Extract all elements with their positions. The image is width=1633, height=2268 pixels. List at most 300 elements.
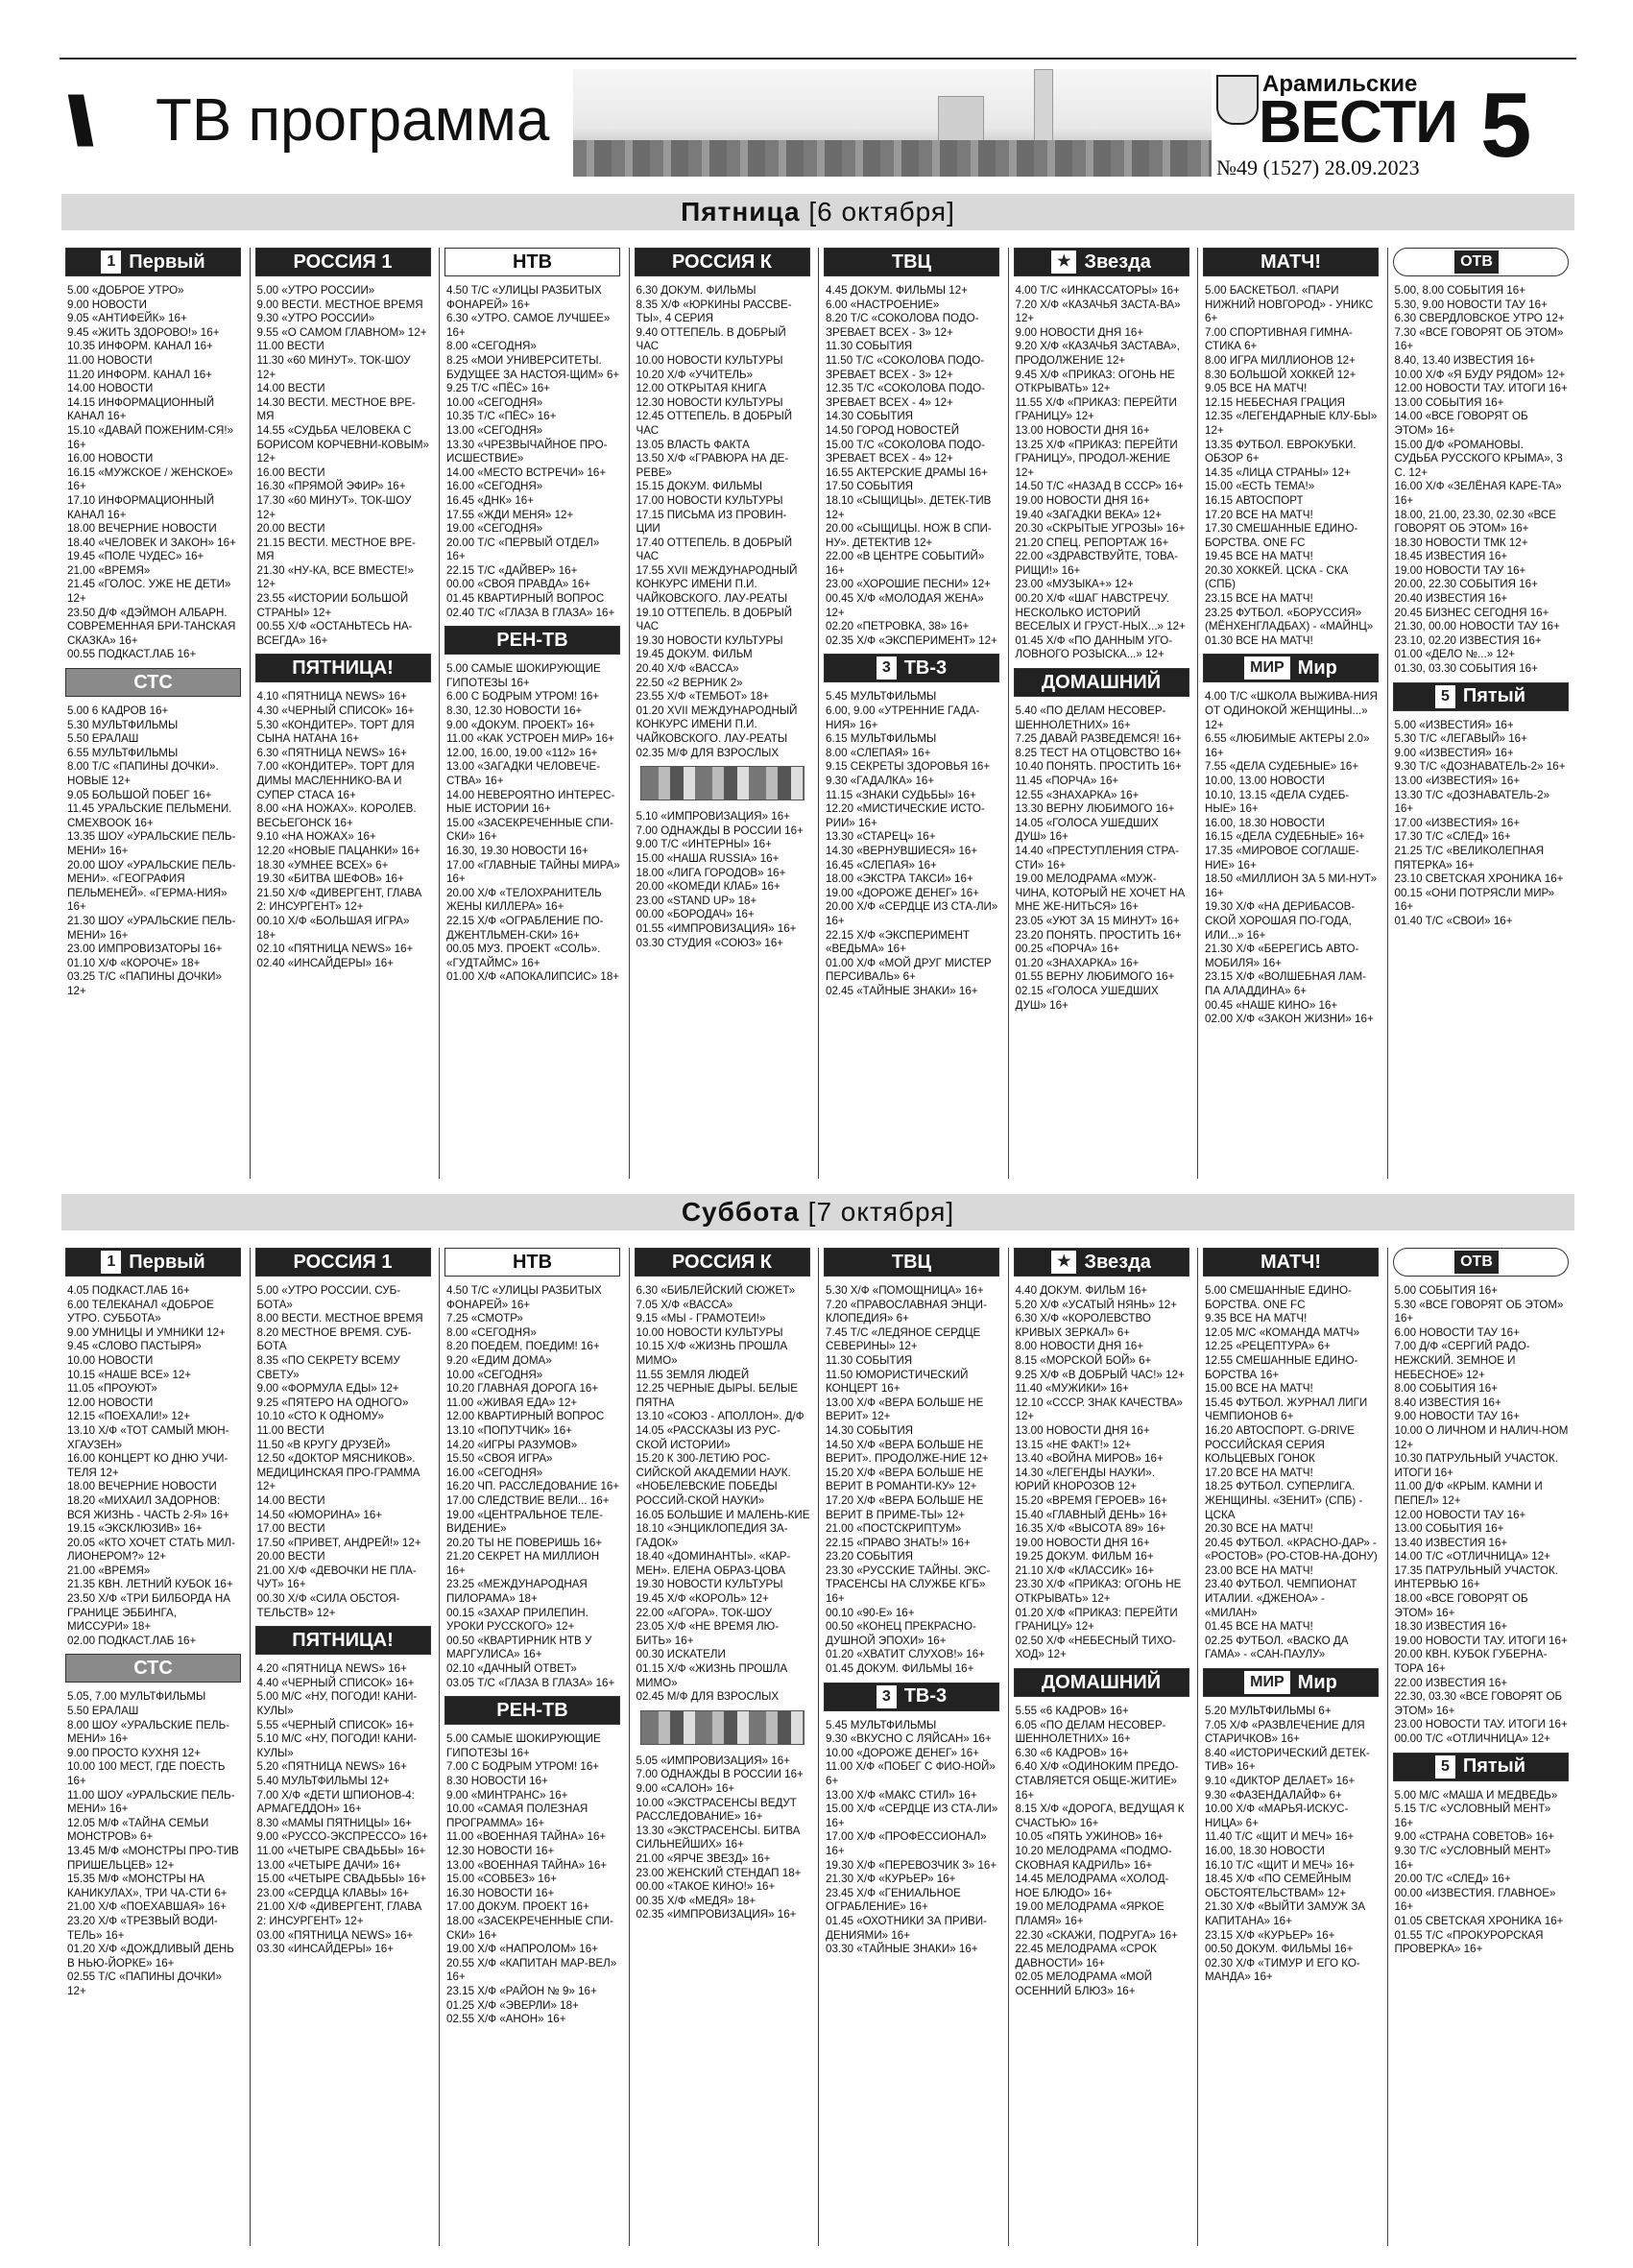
channel-header xyxy=(1393,248,1569,276)
program-item: 16.45 «ДНК» 16+ xyxy=(446,493,534,507)
program-list xyxy=(1012,1284,1191,1662)
channel-block xyxy=(1201,654,1381,1026)
channel-header xyxy=(65,248,241,276)
program-item: 20.05 «КТО ХОЧЕТ СТАТЬ МИЛ-ЛИОНЕРОМ?» 12+ xyxy=(67,1536,235,1564)
program-item: 02.10 «ПЯТНИЦА NEWS» 16+ xyxy=(256,943,414,956)
program-item: 10.10 «СТО К ОДНОМУ» xyxy=(256,1410,384,1423)
program-item: 15.20 «ВРЕМЯ ГЕРОЕВ» 16+ xyxy=(1015,1493,1167,1507)
program-item: 21.10 Х/Ф «КЛАССИК» 16+ xyxy=(1015,1564,1155,1577)
program-item: 6.05 «ПО ДЕЛАМ НЕСОВЕР-ШЕННОЛЕТНИХ» 16+ xyxy=(1015,1718,1166,1746)
program-item: 23.25 ФУТБОЛ. «БОРУССИЯ» (МЁНХЕНГЛАДБАХ) - «МАЙНЦ» xyxy=(1205,606,1374,633)
schedule-column xyxy=(253,248,433,1179)
program-item: 23.30 Х/Ф «ПРИКАЗ: ОГОНЬ НЕ ОТКРЫВАТЬ» 12+ xyxy=(1015,1578,1182,1606)
channel-block xyxy=(1201,248,1381,648)
program-list xyxy=(822,1284,1001,1677)
program-item: 16.00 «СЕГОДНЯ» xyxy=(446,480,543,493)
program-item: 00.45 «НАШЕ КИНО» 16+ xyxy=(1205,998,1338,1012)
program-item: 23.15 ВСЕ НА МАТЧ! xyxy=(1205,592,1313,606)
channel-header xyxy=(255,654,431,682)
saturday-schedule xyxy=(60,1248,1576,2246)
program-list xyxy=(63,704,243,998)
program-item: 16.05 БОЛЬШИЕ И МАЛЕНЬ-КИЕ xyxy=(636,1508,810,1521)
program-item: 6.55 МУЛЬТФИЛЬМЫ xyxy=(67,746,179,759)
program-item: 22.30, 03.30 «ВСЕ ГОВОРЯТ ОБ ЭТОМ» 16+ xyxy=(1394,1690,1563,1717)
program-list xyxy=(1201,1705,1381,1985)
channel-header xyxy=(824,248,999,276)
program-list xyxy=(1391,1284,1571,1747)
program-item: 11.00 ВЕСТИ xyxy=(256,340,324,353)
channel-name: РОССИЯ 1 xyxy=(293,251,393,273)
tv-program-page xyxy=(60,50,1576,2248)
program-item: 13.00 «ВОЕННАЯ ТАЙНА» 16+ xyxy=(446,1858,608,1872)
program-item: 19.00 НОВОСТИ ТАУ. ИТОГИ 16+ xyxy=(1394,1634,1568,1647)
program-item: 21.30 «НУ-КА, ВСЕ ВМЕСТЕ!» 12+ xyxy=(256,563,414,591)
program-item: 11.50 «В КРУГУ ДРУЗЕЙ» xyxy=(256,1438,391,1451)
program-item: 9.00 УМНИЦЫ И УМНИКИ 12+ xyxy=(67,1325,226,1339)
channel-header xyxy=(1014,1248,1189,1277)
program-item: 14.30 СОБЫТИЯ xyxy=(826,1423,914,1437)
channel-name: РОССИЯ К xyxy=(671,1251,773,1273)
program-item: 13.00 НОВОСТИ ДНЯ 16+ xyxy=(1015,423,1150,437)
program-item: 8.20 Т/С «СОКОЛОВА ПОДО-ЗРЕВАЕТ ВСЕХ - 3» 12+ xyxy=(826,312,979,339)
channel-header xyxy=(65,1248,241,1277)
program-item: 5.05, 7.00 МУЛЬТФИЛЬМЫ xyxy=(67,1690,206,1704)
program-item: 5.30 «КОНДИТЕР». ТОРТ ДЛЯ СЫНА НАТАНА 16+ xyxy=(256,718,415,746)
program-item: 12.05 М/Ф «ТАЙНА СЕМЬИ МОНСТРОВ» 6+ xyxy=(67,1816,209,1844)
program-item: 14.00 НОВОСТИ xyxy=(67,382,154,395)
program-item: 18.00 «ЗАСЕКРЕЧЕННЫЕ СПИ-СКИ» 16+ xyxy=(446,1914,613,1942)
program-item: 13.40 «ВОЙНА МИРОВ» 16+ xyxy=(1015,1452,1164,1466)
channel-logo-icon: 5 xyxy=(1435,1755,1455,1779)
program-item: 19.25 ДОКУМ. ФИЛЬМ 16+ xyxy=(1015,1550,1154,1564)
channel-logo-icon: ОТВ xyxy=(1454,1251,1499,1274)
program-item: 17.55 XVII МЕЖДУНАРОДНЫЙ КОНКУРС ИМЕНИ П.И. ЧАЙКОВСКОГО. ЛАУ-РЕАТЫ xyxy=(636,563,798,606)
program-item: 15.00 «ЗАСЕКРЕЧЕННЫЕ СПИ-СКИ» 16+ xyxy=(446,816,613,844)
channel-header xyxy=(255,1248,431,1277)
program-item: 14.30 «ЛЕГЕНДЫ НАУКИ». ЮРИЙ КНОРОЗОВ 12+ xyxy=(1015,1466,1155,1493)
program-item: 18.00 «ВСЕ ГОВОРЯТ ОБ ЭТОМ» 16+ xyxy=(1394,1592,1528,1619)
program-item: 21.30 ШОУ «УРАЛЬСКИЕ ПЕЛЬ-МЕНИ» 16+ xyxy=(67,914,236,942)
program-item: 9.00 «САЛОН» 16+ xyxy=(636,1782,735,1795)
program-item: 9.30 «ФАЗЕНДАЛАЙФ» 6+ xyxy=(1205,1788,1342,1802)
program-item: 20.40 Х/Ф «ВАССА» xyxy=(636,662,739,676)
top-rule xyxy=(60,58,1576,60)
program-item: 14.05 «РАССКАЗЫ ИЗ РУС-СКОЙ ИСТОРИИ» xyxy=(636,1423,780,1451)
program-item: 13.45 М/Ф «МОНСТРЫ ПРО-ТИВ ПРИШЕЛЬЦЕВ» 12+ xyxy=(67,1844,239,1872)
program-item: 8.15 «МОРСКОЙ БОЙ» 6+ xyxy=(1015,1353,1152,1367)
program-item: 6.40 Х/Ф «ОДИНОКИМ ПРЕДО-СТАВЛЯЕТСЯ ОБЩЕ-ЖИТИЕ» 16+ xyxy=(1015,1760,1179,1802)
program-item: 8.00 «СЕГОДНЯ» xyxy=(446,340,537,353)
program-item: 12.20 «МИСТИЧЕСКИЕ ИСТО-РИИ» 16+ xyxy=(826,802,985,829)
program-item: 11.55 ЗЕМЛЯ ЛЮДЕЙ xyxy=(636,1368,750,1381)
program-item: 19.10 ОТТЕПЕЛЬ. В ДОБРЫЙ ЧАС xyxy=(636,606,793,633)
program-item: 9.00 «ФОРМУЛА ЕДЫ» 12+ xyxy=(256,1382,399,1396)
program-item: 13.35 ШОУ «УРАЛЬСКИЕ ПЕЛЬ-МЕНИ» 16+ xyxy=(67,830,236,857)
program-item: 00.20 Х/Ф «ШАГ НАВСТРЕЧУ. НЕСКОЛЬКО ИСТОРИЙ ВЕСЕЛЫХ И ГРУСТ-НЫХ...» 12+ xyxy=(1015,592,1186,633)
program-item: 23.55 Х/Ф «ТЕМБОТ» 18+ xyxy=(636,690,770,704)
program-item: 00.05 МУЗ. ПРОЕКТ «СОЛЬ». «ГУДТАЙМС» 16+ xyxy=(446,943,601,969)
channel-name: Пятый xyxy=(1462,1755,1526,1778)
channel-header xyxy=(1203,248,1379,276)
program-item: 8.40 «ИСТОРИЧЕСКИЙ ДЕТЕК-ТИВ» 16+ xyxy=(1205,1746,1370,1774)
program-item: 10.00 О ЛИЧНОМ И НАЛИЧ-НОМ 12+ xyxy=(1394,1423,1569,1451)
program-item: 16.15 «МУЖСКОЕ / ЖЕНСКОЕ» 16+ xyxy=(67,466,233,493)
program-item: 20.00 ВЕСТИ xyxy=(256,1550,325,1564)
program-item: 01.15 Х/Ф «ЖИЗНЬ ПРОШЛА МИМО» xyxy=(636,1662,788,1689)
program-item: 9.45 «ЖИТЬ ЗДОРОВО!» 16+ xyxy=(67,325,220,339)
program-item: 19.45 Х/Ф «КОРОЛЬ» 12+ xyxy=(636,1592,769,1606)
program-item: 10.00 «СЕГОДНЯ» xyxy=(446,1368,543,1381)
program-item: 9.45 «СЛОВО ПАСТЫРЯ» xyxy=(67,1340,202,1353)
program-item: 10.00 100 МЕСТ, ГДЕ ПОЕСТЬ 16+ xyxy=(67,1760,226,1787)
program-item: 02.45 М/Ф ДЛЯ ВЗРОСЛЫХ xyxy=(636,1690,780,1704)
program-item: 6.30 «ПЯТНИЦА NEWS» 16+ xyxy=(256,746,407,759)
program-item: 19.00 НОВОСТИ ДНЯ 16+ xyxy=(1015,1536,1150,1549)
program-item: 7.20 «ПРАВОСЛАВНАЯ ЭНЦИ-КЛОПЕДИЯ» 6+ xyxy=(826,1298,987,1325)
program-item: 12.05 М/С «КОМАНДА МАТЧ» xyxy=(1205,1325,1360,1339)
program-item: 5.00 «ДОБРОЕ УТРО» xyxy=(67,284,184,297)
program-item: 8.00 «СЕГОДНЯ» xyxy=(446,1325,537,1339)
channel-header xyxy=(1014,1668,1189,1697)
program-item: 16.15 АВТОСПОРТ xyxy=(1205,493,1304,507)
program-item: 18.10 «ЭНЦИКЛОПЕДИЯ ЗА-ГАДОК» xyxy=(636,1522,788,1549)
program-item: 12.30 НОВОСТИ КУЛЬТУРЫ xyxy=(636,395,783,409)
schedule-column xyxy=(443,248,622,1179)
program-list xyxy=(63,1690,243,1998)
channel-name: СТС xyxy=(133,1657,173,1679)
program-item: 4.00 Т/С «ШКОЛА ВЫЖИВА-НИЯ ОТ ОДИНОКОЙ ЖЕНЩИНЫ...» 12+ xyxy=(1205,690,1378,731)
program-item: 12.00 КВАРТИРНЫЙ ВОПРОС xyxy=(446,1410,605,1423)
program-item: 8.20 МЕСТНОЕ ВРЕМЯ. СУБ-БОТА xyxy=(256,1325,412,1353)
program-item: 12.30 НОВОСТИ 16+ xyxy=(446,1844,555,1857)
program-item: 9.00 ВЕСТИ. МЕСТНОЕ ВРЕМЯ xyxy=(256,298,423,311)
program-item: 9.00 «МИНТРАНС» 16+ xyxy=(446,1788,568,1802)
channel-block xyxy=(63,1248,243,1648)
program-item: 18.45 ИЗВЕСТИЯ 16+ xyxy=(1394,550,1508,563)
program-item: 9.05 «АНТИФЕЙК» 16+ xyxy=(67,312,187,325)
program-item: 10.00 НОВОСТИ КУЛЬТУРЫ xyxy=(636,1325,783,1339)
program-item: 12.15 НЕБЕСНАЯ ГРАЦИЯ xyxy=(1205,395,1346,409)
program-item: 18.50 «МИЛЛИОН ЗА 5 МИ-НУТ» 16+ xyxy=(1205,872,1378,899)
program-item: 15.40 «ГЛАВНЫЙ ДЕНЬ» 16+ xyxy=(1015,1508,1167,1521)
channel-header xyxy=(65,1654,241,1683)
program-item: 01.45 ВСЕ НА МАТЧ! xyxy=(1205,1620,1313,1634)
column-divider xyxy=(439,1248,440,2246)
channel-block xyxy=(1012,668,1191,1013)
program-item: 4.50 Т/С «УЛИЦЫ РАЗБИТЫХ ФОНАРЕЙ» 16+ xyxy=(446,1284,602,1311)
program-item: 22.15 Х/Ф «ЭКСПЕРИМЕНТ «ВЕДЬМА» 16+ xyxy=(826,928,970,956)
program-item: 7.30 «ВСЕ ГОВОРЯТ ОБ ЭТОМ» 16+ xyxy=(1394,325,1564,353)
program-item: 16.00 НОВОСТИ xyxy=(67,452,154,466)
program-item: 22.00 «В ЦЕНТРЕ СОБЫТИЙ» 16+ xyxy=(826,550,985,577)
program-item: 7.05 Х/Ф «ВАССА» xyxy=(636,1298,733,1311)
program-item: 9.30 Т/С «УСЛОВНЫЙ МЕНТ» 16+ xyxy=(1394,1844,1551,1872)
program-item: 10.00, 13.00 НОВОСТИ xyxy=(1205,775,1325,787)
program-item: 02.35 М/Ф ДЛЯ ВЗРОСЛЫХ xyxy=(636,746,780,759)
program-item: 02.35 «ИМПРОВИЗАЦИЯ» 16+ xyxy=(636,1908,797,1922)
schedule-column xyxy=(443,1248,622,2246)
program-item: 19.00 НОВОСТИ ТАУ 16+ xyxy=(1394,563,1526,577)
program-item: 10.35 Т/С «ПЁС» 16+ xyxy=(446,410,557,423)
program-item: 17.00 «ГЛАВНЫЕ ТАЙНЫ МИРА» 16+ xyxy=(446,858,620,886)
program-item: 5.05 «ИМПРОВИЗАЦИЯ» 16+ xyxy=(636,1754,790,1767)
program-item: 18.30 ИЗВЕСТИЯ 16+ xyxy=(1394,1620,1508,1634)
program-item: 20.30 ВСЕ НА МАТЧ! xyxy=(1205,1522,1313,1536)
program-item: 11.50 ЮМОРИСТИЧЕСКИЙ КОНЦЕРТ 16+ xyxy=(826,1368,969,1396)
program-item: 23.05 Х/Ф «НЕ ВРЕМЯ ЛЮ-БИТЬ» 16+ xyxy=(636,1620,780,1647)
program-item: 18.20 «МИХАИЛ ЗАДОРНОВ: ВСЯ ЖИЗНЬ - ЧАСТЬ 2-Я» 16+ xyxy=(67,1493,229,1521)
program-item: 21.15 ВЕСТИ. МЕСТНОЕ ВРЕ-МЯ xyxy=(256,536,416,563)
program-item: 02.55 Х/Ф «АНОН» 16+ xyxy=(446,2013,566,2026)
program-item: 20.45 БИЗНЕС СЕГОДНЯ 16+ xyxy=(1394,606,1549,619)
column-divider xyxy=(439,248,440,1179)
channel-name: ТВЦ xyxy=(891,1251,932,1273)
program-item: 21.45 «ГОЛОС. УЖЕ НЕ ДЕТИ» 12+ xyxy=(67,578,231,606)
program-item: 16.45 «СЛЕПАЯ» 16+ xyxy=(826,858,937,871)
program-item: 12.25 «РЕЦЕПТУРА» 6+ xyxy=(1205,1340,1331,1353)
program-item: 00.00 «ИЗВЕСТИЯ. ГЛАВНОЕ» 16+ xyxy=(1394,1886,1556,1914)
program-item: 4.20 «ПЯТНИЦА NEWS» 16+ xyxy=(256,1662,407,1676)
program-item: 4.40 «ЧЕРНЫЙ СПИСОК» 16+ xyxy=(256,1676,415,1689)
program-item: 5.50 ЕРАЛАШ xyxy=(67,732,139,746)
program-item: 12.10 «СССР. ЗНАК КАЧЕСТВА» 12+ xyxy=(1015,1396,1184,1423)
program-item: 22.00 «ЗДРАВСТВУЙТЕ, ТОВА-РИЩИ!» 16+ xyxy=(1015,550,1178,577)
channel-header xyxy=(1393,1753,1569,1781)
channel-name: НТВ xyxy=(512,1251,553,1273)
program-item: 8.00 НОВОСТИ ДНЯ 16+ xyxy=(1015,1340,1144,1353)
column-divider xyxy=(818,1248,819,2246)
program-item: 7.00 СПОРТИВНАЯ ГИМНА-СТИКА 6+ xyxy=(1205,325,1353,353)
program-item: 15.00 Х/Ф «СЕРДЦЕ ИЗ СТА-ЛИ» 16+ xyxy=(826,1802,998,1829)
program-item: 11.00 «ЧЕТЫРЕ СВАДЬБЫ» 16+ xyxy=(256,1844,426,1857)
program-item: 11.20 ИНФОРМ. КАНАЛ 16+ xyxy=(67,368,212,381)
program-item: 13.40 ИЗВЕСТИЯ 16+ xyxy=(1394,1536,1508,1549)
program-item: 9.40 ОТТЕПЕЛЬ. В ДОБРЫЙ ЧАС xyxy=(636,325,786,353)
channel-block xyxy=(1391,682,1571,929)
program-item: 12.00 НОВОСТИ ТАУ. ИТОГИ 16+ xyxy=(1394,382,1568,395)
channel-block xyxy=(1012,1248,1191,1662)
program-item: 11.00 «ВОЕННАЯ ТАЙНА» 16+ xyxy=(446,1830,607,1844)
program-item: 02.15 «ГОЛОСА УШЕДШИХ ДУШ» 16+ xyxy=(1015,984,1159,1012)
program-item: 23.20 СОБЫТИЯ xyxy=(826,1550,914,1564)
program-item: 00.55 Х/Ф «ОСТАНЬТЕСЬ НА-ВСЕГДА» 16+ xyxy=(256,620,413,647)
channel-name: Звезда xyxy=(1084,1251,1151,1273)
program-item: 5.30 МУЛЬТФИЛЬМЫ xyxy=(67,718,179,731)
program-item: 9.05 БОЛЬШОЙ ПОБЕГ 16+ xyxy=(67,788,212,801)
program-item: 01.30 ВСЕ НА МАТЧ! xyxy=(1205,633,1313,647)
program-item: 7.20 Х/Ф «КАЗАЧЬЯ ЗАСТА-ВА» 12+ xyxy=(1015,298,1181,325)
program-item: 21.30 Х/Ф «БЕРЕГИСЬ АВТО-МОБИЛЯ» 16+ xyxy=(1205,943,1359,969)
channel-header xyxy=(1203,654,1379,682)
program-item: 01.55 ВЕРНУ ЛЮБИМОГО 16+ xyxy=(1015,970,1175,984)
program-item: 23.00 «СЕРДЦА КЛАВЫ» 16+ xyxy=(256,1886,410,1899)
program-item: 6.30 «6 КАДРОВ» 16+ xyxy=(1015,1746,1129,1759)
schedule-column xyxy=(822,248,1001,1179)
channel-block xyxy=(253,654,433,970)
program-item: 5.30 «ВСЕ ГОВОРЯТ ОБ ЭТОМ» 16+ xyxy=(1394,1298,1564,1325)
program-item: 11.30 «60 МИНУТ». ТОК-ШОУ 12+ xyxy=(256,353,411,381)
program-item: 02.40 «ИНСАЙДЕРЫ» 16+ xyxy=(256,956,394,969)
program-item: 9.00 ПРОСТО КУХНЯ 12+ xyxy=(67,1746,202,1759)
channel-block xyxy=(63,668,243,998)
program-item: 5.40 «ПО ДЕЛАМ НЕСОВЕР-ШЕННОЛЕТНИХ» 16+ xyxy=(1015,704,1166,731)
program-item: 14.55 «СУДЬБА ЧЕЛОВЕКА С БОРИСОМ КОРЧЕВНИ-КОВЫМ» 12+ xyxy=(256,423,429,466)
program-item: 8.15 Х/Ф «ДОРОГА, ВЕДУЩАЯ К СЧАСТЬЮ» 16+ xyxy=(1015,1802,1185,1829)
program-item: 17.00 ВЕСТИ xyxy=(256,1522,325,1536)
program-item: 15.45 ФУТБОЛ. ЖУРНАЛ ЛИГИ ЧЕМПИОНОВ 6+ xyxy=(1205,1396,1368,1423)
program-item: 5.00 М/С «НУ, ПОГОДИ! КАНИ-КУЛЫ» xyxy=(256,1690,418,1718)
program-item: 16.00 Х/Ф «ЗЕЛЁНАЯ КАРЕ-ТА» 16+ xyxy=(1394,480,1562,507)
channel-block xyxy=(1201,1248,1381,1662)
channel-block xyxy=(822,1683,1001,1957)
program-item: 22.15 Х/Ф «ОГРАБЛЕНИЕ ПО-ДЖЕНТЛЬМЕН-СКИ» 16+ xyxy=(446,914,604,942)
program-item: 02.35 Х/Ф «ЭКСПЕРИМЕНТ» 12+ xyxy=(826,633,997,647)
program-item: 10.00 «САМАЯ ПОЛЕЗНАЯ ПРОГРАММА» 16+ xyxy=(446,1802,588,1829)
program-item: 14.30 ВЕСТИ. МЕСТНОЕ ВРЕ-МЯ xyxy=(256,395,416,423)
program-item: 18.25 ФУТБОЛ. СУПЕРЛИГА. ЖЕНЩИНЫ. «ЗЕНИТ» (СПБ) - ЦСКА xyxy=(1205,1480,1363,1521)
program-list xyxy=(63,284,243,662)
program-item: 00.00 Т/С «ОТЛИЧНИЦА» 12+ xyxy=(1394,1732,1550,1745)
program-item: 22.45 МЕЛОДРАМА «СРОК ДАВНОСТИ» 16+ xyxy=(1015,1943,1157,1970)
channel-logo-icon: 3 xyxy=(877,657,897,680)
program-item: 14.00 НЕВЕРОЯТНО ИНТЕРЕС-НЫЕ ИСТОРИИ 16+ xyxy=(446,788,615,816)
channel-name: НТВ xyxy=(512,251,553,273)
channel-name: МАТЧ! xyxy=(1260,251,1322,273)
program-item: 4.00 Т/С «ИНКАССАТОРЫ» 16+ xyxy=(1015,284,1180,297)
program-item: 5.00 СОБЫТИЯ 16+ xyxy=(1394,1284,1498,1297)
program-item: 6.00 С БОДРЫМ УТРОМ! 16+ xyxy=(446,690,600,704)
program-item: 9.10 «НА НОЖАХ» 16+ xyxy=(256,830,376,844)
program-item: 9.55 «О САМОМ ГЛАВНОМ» 12+ xyxy=(256,325,427,339)
program-item: 00.50 «КОНЕЦ ПРЕКРАСНО-ДУШНОЙ ЭПОХИ» 16+ xyxy=(826,1620,976,1647)
program-item: 21.35 КВН. ЛЕТНИЙ КУБОК 16+ xyxy=(67,1578,233,1591)
program-item: 01.45 Х/Ф «ПО ДАННЫМ УГО-ЛОВНОГО РОЗЫСКА...» 12+ xyxy=(1015,633,1173,661)
program-item: 9.30 «ГАДАЛКА» 16+ xyxy=(826,775,935,787)
program-item: 8.40, 13.40 ИЗВЕСТИЯ 16+ xyxy=(1394,353,1536,367)
program-item: 10.00 «СЕГОДНЯ» xyxy=(446,395,543,409)
program-item: 13.50 Х/Ф «ГРАВЮРА НА ДЕ-РЕВЕ» xyxy=(636,452,789,479)
column-divider xyxy=(1387,1248,1388,2246)
day-date: [6 октября] xyxy=(808,197,955,227)
program-item: 23.10, 02.20 ИЗВЕСТИЯ 16+ xyxy=(1394,633,1542,647)
program-item: 5.00 М/С «МАША И МЕДВЕДЬ» xyxy=(1394,1788,1558,1802)
program-item: 00.15 «ОНИ ПОТРЯСЛИ МИР» 16+ xyxy=(1394,886,1555,914)
program-item: 23.00 НОВОСТИ ТАУ. ИТОГИ 16+ xyxy=(1394,1718,1568,1731)
schedule-column xyxy=(1012,1248,1191,2246)
channel-logo-icon: МИР xyxy=(1244,1671,1290,1694)
program-item: 22.30 «СКАЖИ, ПОДРУГА» 16+ xyxy=(1015,1928,1178,1942)
program-item: 8.40 ИЗВЕСТИЯ 16+ xyxy=(1394,1396,1501,1409)
program-item: 10.15 Х/Ф «ЖИЗНЬ ПРОШЛА МИМО» xyxy=(636,1340,788,1367)
program-item: 4.50 Т/С «УЛИЦЫ РАЗБИТЫХ ФОНАРЕЙ» 16+ xyxy=(446,284,602,311)
program-item: 11.00 «КАК УСТРОЕН МИР» 16+ xyxy=(446,732,614,746)
program-item: 15.15 ДОКУМ. ФИЛЬМЫ xyxy=(636,480,762,493)
column-divider xyxy=(629,1248,630,2246)
program-item: 00.55 ПОДКАСТ.ЛАБ 16+ xyxy=(67,648,197,661)
program-item: 18.00 «ЭКСТРА ТАКСИ» 16+ xyxy=(826,872,973,886)
channel-block xyxy=(822,1248,1001,1677)
program-item: 5.10 М/С «НУ, ПОГОДИ! КАНИ-КУЛЫ» xyxy=(256,1732,418,1759)
program-item: 18.00 «ЛИГА ГОРОДОВ» 16+ xyxy=(636,866,786,879)
channel-header xyxy=(444,1248,620,1277)
program-item: 4.40 ДОКУМ. ФИЛЬМ 16+ xyxy=(1015,1284,1148,1297)
program-item: 23.55 «ИСТОРИИ БОЛЬШОЙ СТРАНЫ» 12+ xyxy=(256,592,409,619)
program-item: 19.30 «БИТВА ШЕФОВ» 16+ xyxy=(256,872,404,886)
program-item: 16.30 «ПРЯМОЙ ЭФИР» 16+ xyxy=(256,480,406,493)
program-item: 16.20 АВТОСПОРТ. G-DRIVE РОССИЙСКАЯ СЕРИЯ КОЛЬЦЕВЫХ ГОНОК xyxy=(1205,1423,1355,1466)
program-item: 23.10 СВЕТСКАЯ ХРОНИКА 16+ xyxy=(1394,872,1564,886)
program-item: 19.00 МЕЛОДРАМА «ЯРКОЕ ПЛАМЯ» 16+ xyxy=(1015,1900,1165,1927)
program-item: 7.25 «СМОТР» xyxy=(446,1312,523,1325)
column-divider xyxy=(818,248,819,1179)
program-list xyxy=(443,1284,622,1690)
channel-name: СТС xyxy=(133,671,173,693)
schedule-column xyxy=(633,248,812,1179)
program-item: 14.00 ВЕСТИ xyxy=(256,382,325,395)
program-item: 18.40 «ЧЕЛОВЕК И ЗАКОН» 16+ xyxy=(67,536,236,549)
program-item: 21.00 «ЯРЧЕ ЗВЕЗД» 16+ xyxy=(636,1851,771,1865)
program-item: 8.00 «НА НОЖАХ». КОРОЛЕВ. ВЕСЬЕГОНСК 16+ xyxy=(256,802,417,829)
program-item: 16.30, 19.30 НОВОСТИ 16+ xyxy=(446,844,588,857)
program-item: 17.20 Х/Ф «ВЕРА БОЛЬШЕ НЕ ВЕРИТ В ПРИМЕ-ТЫ» 12+ xyxy=(826,1493,984,1521)
program-item: 00.10 Х/Ф «БОЛЬШАЯ ИГРА» 18+ xyxy=(256,914,410,942)
program-list xyxy=(443,662,622,985)
program-item: 19.15 «ЭКСКЛЮЗИВ» 16+ xyxy=(67,1522,203,1536)
program-item: 20.00 Х/Ф «СЕРДЦЕ ИЗ СТА-ЛИ» 16+ xyxy=(826,900,998,927)
program-item: 15.00 Т/С «СОКОЛОВА ПОДО-ЗРЕВАЕТ ВСЕХ - 4» 12+ xyxy=(826,438,985,466)
channel-header xyxy=(444,248,620,276)
channel-logo-icon: ★ xyxy=(1051,251,1076,274)
program-item: 23.50 Х/Ф «ТРИ БИЛБОРДА НА ГРАНИЦЕ ЭББИНГА, МИССУРИ» 18+ xyxy=(67,1592,230,1634)
program-item: 8.35 «ПО СЕКРЕТУ ВСЕМУ СВЕТУ» xyxy=(256,1353,400,1381)
program-item: 23.05 «УЮТ ЗА 15 МИНУТ» 16+ xyxy=(1015,914,1180,927)
program-item: 23.40 ФУТБОЛ. ЧЕМПИОНАТ ИТАЛИИ. «ДЖЕНОА» - «МИЛАН» xyxy=(1205,1578,1357,1619)
program-item: 18.45 Х/Ф «ПО СЕМЕЙНЫМ ОБСТОЯТЕЛЬСТВАМ» 12+ xyxy=(1205,1873,1352,1899)
program-item: 5.20 МУЛЬТФИЛЬМЫ 6+ xyxy=(1205,1705,1332,1718)
program-list xyxy=(443,284,622,620)
program-item: 7.25 ДАВАЙ РАЗВЕДЕМСЯ! 16+ xyxy=(1015,732,1182,746)
program-item: 5.40 МУЛЬТФИЛЬМЫ 12+ xyxy=(256,1775,390,1787)
program-item: 12.55 «ЗНАХАРКА» 16+ xyxy=(1015,788,1140,801)
channel-name: ДОМАШНИЙ xyxy=(1041,671,1162,693)
program-item: 4.45 ДОКУМ. ФИЛЬМЫ 12+ xyxy=(826,284,968,297)
column-divider xyxy=(250,1248,251,2246)
program-item: 15.00 «СОВБЕЗ» 16+ xyxy=(446,1873,557,1886)
program-item: 16.00, 18.30 НОВОСТИ xyxy=(1205,1844,1325,1857)
program-item: 9.25 Х/Ф «В ДОБРЫЙ ЧАС!» 12+ xyxy=(1015,1368,1185,1381)
program-item: 13.30 ВЕРНУ ЛЮБИМОГО 16+ xyxy=(1015,802,1175,816)
program-item: 01.45 ДОКУМ. ФИЛЬМЫ 16+ xyxy=(826,1662,974,1676)
program-item: 13.05 ВЛАСТЬ ФАКТА xyxy=(636,438,750,451)
program-list xyxy=(1012,284,1191,662)
program-item: 5.45 МУЛЬТФИЛЬМЫ xyxy=(826,1718,937,1731)
program-item: 10.20 МЕЛОДРАМА «ПОДМО-СКОВНАЯ КАДРИЛЬ» 16+ xyxy=(1015,1844,1172,1872)
program-item: 9.20 «ЕДИМ ДОМА» xyxy=(446,1353,552,1367)
program-item: 20.00 Х/Ф «ТЕЛОХРАНИТЕЛЬ ЖЕНЫ КИЛЛЕРА» 16+ xyxy=(446,886,602,914)
program-item: 02.40 Т/С «ГЛАЗА В ГЛАЗА» 16+ xyxy=(446,606,615,619)
program-item: 5.00 6 КАДРОВ 16+ xyxy=(67,704,169,718)
program-item: 9.20 Х/Ф «КАЗАЧЬЯ ЗАСТАВА», ПРОДОЛЖЕНИЕ 12+ xyxy=(1015,340,1180,367)
day-header-saturday xyxy=(61,1194,1574,1230)
program-item: 19.00 «ДОРОЖЕ ДЕНЕГ» 16+ xyxy=(826,886,979,899)
program-item: 9.00 «ДОКУМ. ПРОЕКТ» 16+ xyxy=(446,718,595,731)
program-item: 21.30, 00.00 НОВОСТИ ТАУ 16+ xyxy=(1394,620,1560,633)
program-item: 18.30 НОВОСТИ ТМК 12+ xyxy=(1394,536,1528,549)
program-item: 12.20 «НОВЫЕ ПАЦАНКИ» 16+ xyxy=(256,844,420,857)
program-item: 16.35 Х/Ф «ВЫСОТА 89» 16+ xyxy=(1015,1522,1166,1536)
program-item: 5.00 «УТРО РОССИИ. СУБ-БОТА» xyxy=(256,1284,401,1311)
program-item: 5.55 «ЧЕРНЫЙ СПИСОК» 16+ xyxy=(256,1718,415,1731)
